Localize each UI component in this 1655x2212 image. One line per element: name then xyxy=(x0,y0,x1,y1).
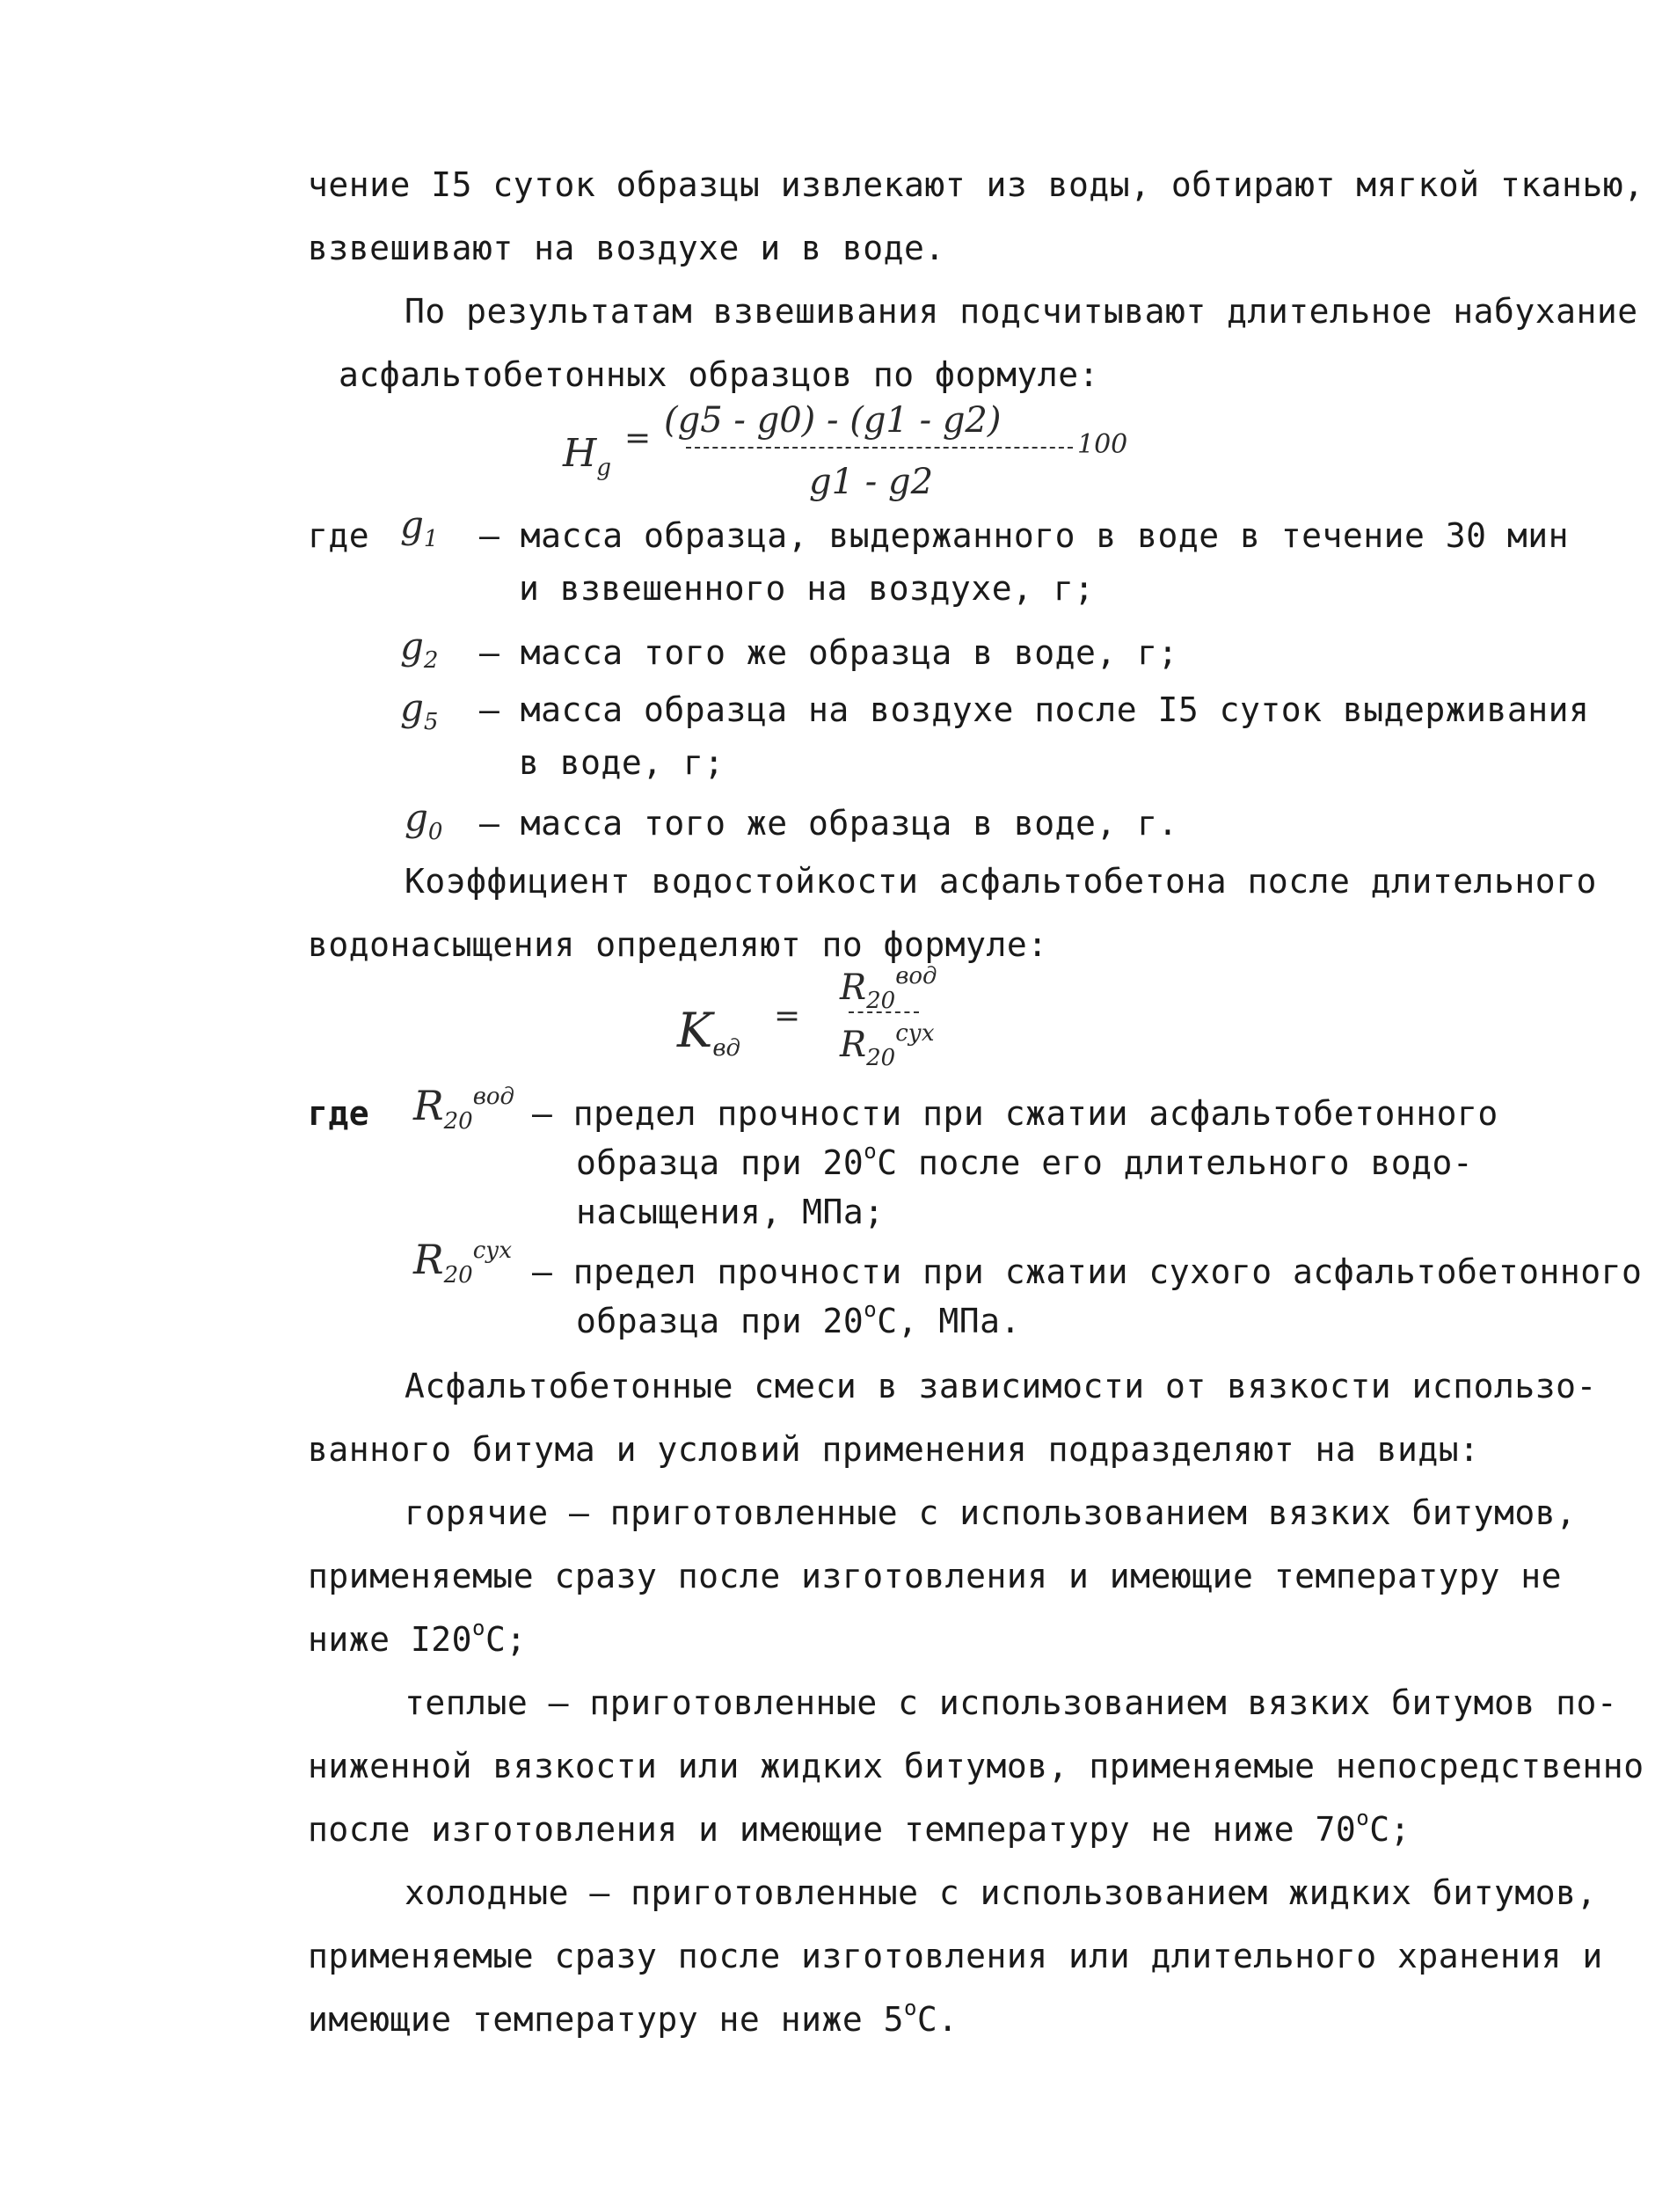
paragraph-line: ванного битума и условий применения подразделяют на виды: xyxy=(308,1430,1480,1469)
formula-denominator: g1 - g2 xyxy=(809,462,934,502)
definition-text: – масса того же образца в воде, г. xyxy=(479,804,1178,843)
paragraph-line: водонасыщения определяют по формуле: xyxy=(308,925,1048,964)
formula-multiplier: 100 xyxy=(1077,429,1128,460)
paragraph-line: имеющие температуру не ниже $5^оС$. xyxy=(308,1996,959,2039)
formula-numerator: $R_{20}^{вод}$ xyxy=(840,963,937,1014)
formula-equals: = xyxy=(624,420,652,456)
paragraph-line: холодные – приготовленные с использованием жидких битумов, xyxy=(405,1873,1597,1912)
paragraph-line: применяемые сразу после изготовления или длительного хранения и xyxy=(308,1937,1603,1975)
definition-text: – масса того же образца в воде, г; xyxy=(479,633,1178,672)
definition-text: образца при $20^оС$, МПа. xyxy=(576,1297,1021,1340)
paragraph-line: теплые – приготовленные с использованием вязких битумов по- xyxy=(405,1683,1618,1722)
formula-numerator: (g5 - g0) - (g1 - g2) xyxy=(664,400,1002,441)
symbol: $g_0$ xyxy=(405,796,443,845)
definition-text: насыщения, МПа; xyxy=(576,1193,885,1231)
definition-text: образца при $20^оС$ после его длительного водо- xyxy=(576,1139,1474,1182)
formula-lhs: Kвд xyxy=(677,1003,740,1062)
where-label: где xyxy=(308,516,370,555)
definition-text: в воде, г; xyxy=(519,743,725,782)
formula-equals: = xyxy=(774,998,801,1034)
paragraph-line: По результатам взвешивания подсчитывают длительное набухание xyxy=(405,292,1638,331)
paragraph-line: асфальтобетонных образцов по формуле: xyxy=(339,355,1099,394)
definition-text: – масса образца, выдержанного в воде в течение 30 мин xyxy=(479,516,1570,555)
fraction-bar xyxy=(686,447,1073,449)
definition-text: – предел прочности при сжатии сухого асфальтобетонного xyxy=(532,1252,1643,1291)
paragraph-line: Коэффициент водостойкости асфальтобетона после длительного xyxy=(405,862,1597,901)
symbol: $R_{20}^{сух}$ xyxy=(413,1236,513,1289)
symbol: $R_{20}^{вод}$ xyxy=(413,1082,514,1135)
formula-denominator: $R_{20}^{сух}$ xyxy=(840,1020,935,1071)
definition-text: – предел прочности при сжатии асфальтобетонного xyxy=(532,1094,1498,1133)
formula-lhs: $H_g$ xyxy=(563,431,612,481)
symbol: $g_2$ xyxy=(400,624,439,674)
paragraph-line: ниженной вязкости или жидких битумов, применяемые непосредственно xyxy=(308,1747,1644,1785)
paragraph-line: горячие – приготовленные с использованием вязких битумов, xyxy=(405,1493,1577,1532)
where-label: где xyxy=(308,1094,370,1133)
paragraph-line: взвешивают на воздухе и в воде. xyxy=(308,229,945,267)
definition-text: – масса образца на воздухе после I5 суток выдерживания xyxy=(479,690,1590,729)
symbol: $g_5$ xyxy=(400,686,439,735)
paragraph-line: применяемые сразу после изготовления и имеющие температуру не xyxy=(308,1557,1563,1595)
definition-text: и взвешенного на воздухе, г; xyxy=(519,569,1095,608)
symbol: $g_1$ xyxy=(400,503,439,552)
paragraph-line: ниже $I20^оС$; xyxy=(308,1616,527,1659)
paragraph-line: Асфальтобетонные смеси в зависимости от вязкости использо- xyxy=(405,1367,1597,1405)
paragraph-line: после изготовления и имеющие температуру не ниже $70^оС$; xyxy=(308,1806,1411,1849)
paragraph-line: чение I5 суток образцы извлекают из воды, обтирают мягкой тканью, xyxy=(308,165,1644,204)
fraction-bar xyxy=(849,1011,919,1013)
